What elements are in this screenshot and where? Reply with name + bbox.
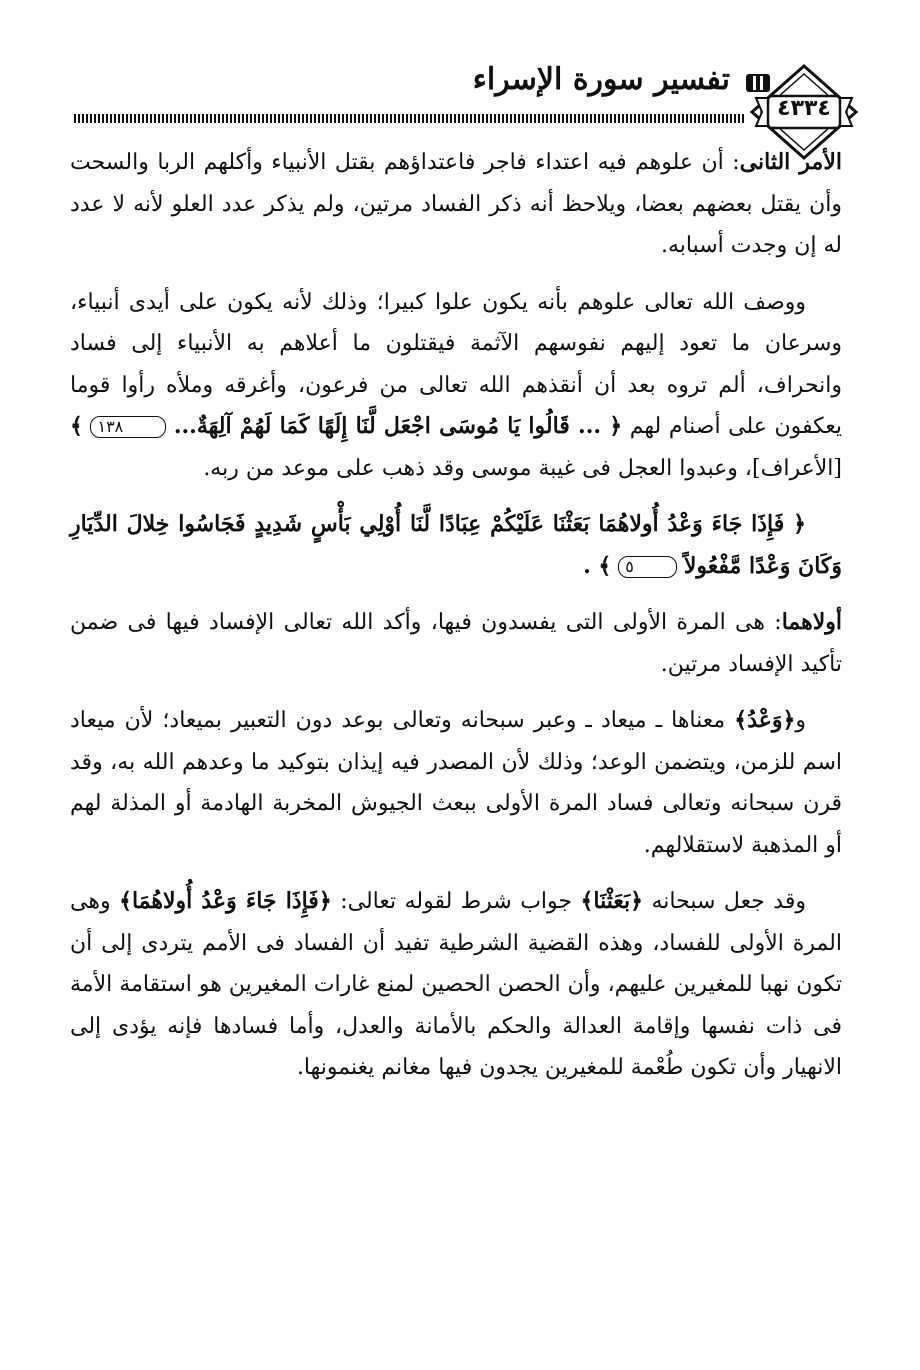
ayah-number: ١٣٨ — [90, 416, 166, 438]
verse-close: ﴾ . — [583, 552, 612, 579]
paragraph-text: وهى المرة الأولى للفساد، وهذه القضية الشرطية تفيد أن الفساد فى الأمم يتردى إلى أن تكون نهبا للمغيرين عليهم، وأن الحصن الحصين لمنع غارات المغيرين هو استقامة الأمة فى ذات نفسها وإقامة العدالة والحكم بالأمانة والعدل، وأما فسادها فإنه يؤدى إلى الانهيار وأن تكون طُعْمة للمغيرين يجدون فيها مغانم يغنمونها. — [70, 889, 842, 1080]
paragraph-lead: الأمر الثانى — [739, 149, 842, 175]
paragraph-lead: أولاهما — [781, 609, 843, 635]
paragraph-text: [الأعراف]، وعبدوا العجل فى غيبة موسى وقد ذهب على موعد من ربه. — [203, 455, 842, 481]
paragraph-text: معناها ـ ميعاد ـ وعبر سبحانه وتعالى بوعد دون التعبير بميعاد؛ لأن ميعاد اسم للزمن، ويتضمن الوعد؛ وذلك لأن المصدر فيه إيذان بتوكيد ما وعدهم الله به، وقد قرن سبحانه وتعالى فساد المرة الأولى ببعث الجيوش المخربة الهادمة أو المذلة لهم أو المذهبة لاستقلالهم. — [70, 708, 842, 858]
quran-verse: ﴿ فَإِذَا جَاءَ وَعْدُ أُولاهُمَا بَعَثْنَا عَلَيْكُمْ عِبَادًا لَّنَا أُوْلِي بَأْسٍ شَدِيدٍ فَجَاسُوا خِلالَ الدِّيَارِ وَكَانَ وَعْدًا مَّفْعُولاً — [70, 511, 842, 579]
paragraph-5 — [70, 700, 842, 866]
paragraph-3 — [70, 504, 842, 587]
paragraph-1 — [70, 142, 842, 267]
ayah-number: ٥ — [618, 556, 677, 578]
paragraph-text: ووصف الله تعالى علوهم بأنه يكون علوا كبيرا؛ وذلك لأنه يكون على أيدى أنبياء، وسرعان ما تعود إليهم نفوسهم الآثمة فيقتلون ما أعلاهم به الأنبياء إلى فساد وانحراف، ألم تروه بعد أن أنقذهم الله تعالى من فرعون، وأغرقه وملأه رأوا قوما يعكفون على أصنام لهم — [70, 289, 843, 439]
page-header — [0, 0, 920, 165]
body-text — [70, 142, 842, 1104]
paragraph-text: جواب شرط لقوله تعالى: — [340, 889, 573, 914]
paragraph-2 — [70, 282, 842, 490]
quran-verse: ﴿ ... قَالُوا يَا مُوسَى اجْعَل لَّنَا إِلَهًا كَمَا لَهُمْ آلِهَةٌ... — [173, 413, 623, 439]
paragraph-4 — [70, 602, 842, 685]
paragraph-6 — [70, 881, 842, 1089]
header-rule — [74, 114, 744, 123]
page-number: ٤٣٣٤ — [777, 96, 831, 121]
verse-close: ﴾ — [70, 413, 83, 439]
paragraph-text: : أن علوهم فيه اعتداء فاجر فاعتداؤهم بقتل الأنبياء وأكلهم الربا والسحت وأن يقتل بعضهم بعضا، ويلاحظ أنه ذكر الفساد مرتين، ولم يذكر عدد العلو لأنه لا عدد له إن وجدت أسبابه. — [70, 150, 842, 258]
quran-verse: ﴿فَإِذَا جَاءَ وَعْدُ أُولاهُمَا﴾ — [119, 888, 332, 914]
paragraph-prefix: و — [795, 708, 807, 733]
paragraph-text: : هى المرة الأولى التى يفسدون فيها، وأكد الله تعالى الإفساد فيها فى ضمن تأكيد الإفساد مرتين. — [70, 610, 842, 677]
paragraph-text: وقد جعل سبحانه — [651, 889, 806, 914]
quran-word: ﴿وَعْدُ﴾ — [734, 707, 796, 733]
running-title: تفسير سورة الإسراء — [472, 62, 730, 97]
quran-word: ﴿بَعَثْنَا﴾ — [580, 888, 644, 914]
